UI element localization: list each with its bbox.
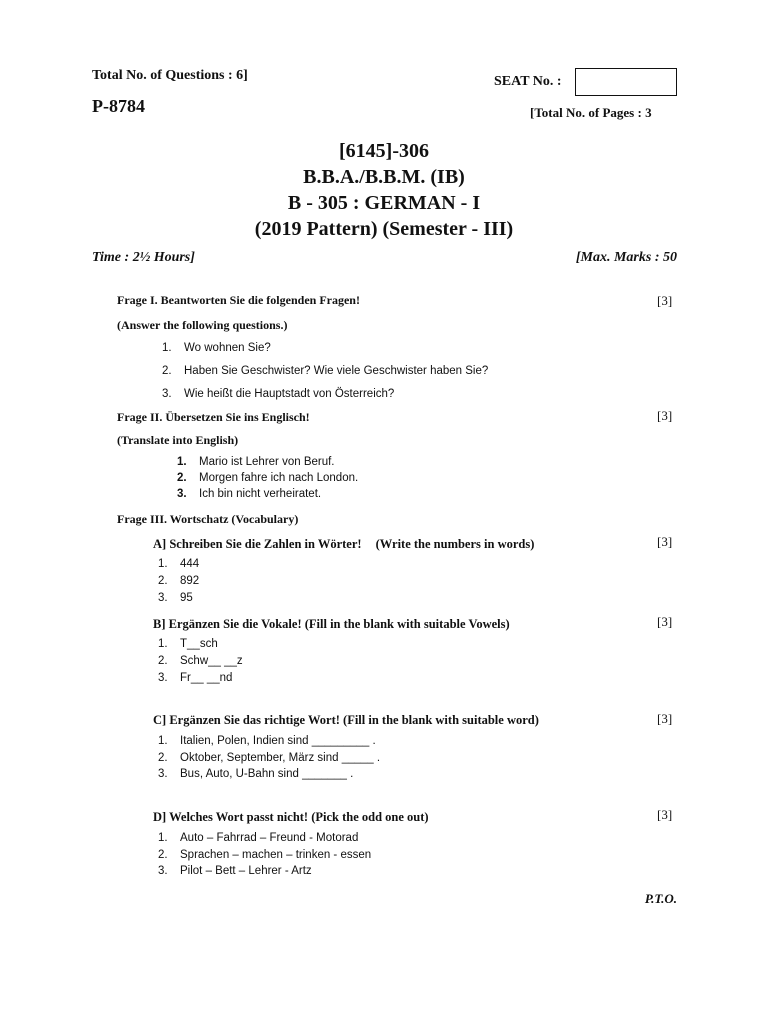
item-text: Oktober, September, März sind _____ .	[180, 752, 381, 764]
item-text: Fr__ __nd	[180, 672, 233, 684]
list-item	[162, 342, 271, 354]
subject-title: B - 305 : GERMAN - I	[287, 192, 481, 214]
item-text: 95	[180, 592, 193, 604]
list-item	[158, 558, 199, 570]
question-1-heading: Frage I. Beantworten Sie die folgenden Fragen!	[117, 293, 360, 307]
part-b-heading: B] Ergänzen Sie die Vokale! (Fill in the blank with suitable Vowels)	[153, 617, 510, 631]
list-item	[158, 865, 312, 877]
item-text: Ich bin nicht verheiratet.	[199, 488, 322, 500]
paper-code: P-8784	[92, 96, 145, 116]
item-number: 2.	[162, 365, 172, 377]
list-item	[162, 365, 488, 377]
item-number: 1.	[158, 558, 168, 570]
question-1-marks: [3]	[657, 293, 673, 308]
item-text: Auto – Fahrrad – Freund - Motorad	[180, 832, 359, 844]
item-text: Wie heißt die Hauptstadt von Österreich?	[184, 388, 395, 400]
list-item	[158, 672, 232, 684]
item-number: 3.	[162, 388, 172, 400]
question-2-marks: [3]	[657, 408, 673, 423]
item-number: 1.	[177, 456, 187, 468]
part-a-german: A] Schreiben Sie die Zahlen in Wörter!	[153, 537, 362, 551]
item-text: Italien, Polen, Indien sind _________ .	[180, 735, 376, 747]
list-item	[158, 592, 193, 604]
item-text: Bus, Auto, U-Bahn sind _______ .	[180, 768, 354, 780]
seat-label: SEAT No. :	[494, 74, 562, 89]
part-c-marks: [3]	[657, 711, 673, 726]
item-text: T__sch	[180, 638, 218, 650]
list-item	[158, 832, 358, 844]
item-number: 2.	[158, 575, 168, 587]
list-item	[158, 638, 218, 650]
item-number: 3.	[158, 768, 168, 780]
list-item	[177, 456, 335, 468]
part-a-marks: [3]	[657, 534, 673, 549]
list-item	[162, 388, 394, 400]
item-number: 2.	[158, 752, 168, 764]
item-text: Wo wohnen Sie?	[184, 342, 271, 354]
list-item	[158, 752, 380, 764]
exam-code: [6145]-306	[339, 140, 429, 162]
item-text: Haben Sie Geschwister? Wie viele Geschwister haben Sie?	[184, 365, 489, 377]
question-1-subheading: (Answer the following questions.)	[117, 318, 288, 332]
item-number: 3.	[177, 488, 187, 500]
item-text: Schw__ __z	[180, 655, 243, 667]
question-2-subheading: (Translate into English)	[117, 433, 239, 447]
item-text: Sprachen – machen – trinken - essen	[180, 849, 372, 861]
course-title: B.B.A./B.B.M. (IB)	[303, 166, 465, 188]
list-item	[158, 575, 199, 587]
item-text: 444	[180, 558, 200, 570]
item-number: 3.	[158, 865, 168, 877]
part-a-heading	[153, 537, 534, 552]
part-b-marks: [3]	[657, 614, 673, 629]
item-number: 1.	[158, 735, 168, 747]
part-d-marks: [3]	[657, 807, 673, 822]
item-number: 1.	[162, 342, 172, 354]
exam-time: Time : 2½ Hours]	[92, 250, 195, 265]
part-a-english: (Write the numbers in words)	[375, 537, 535, 551]
question-2-heading: Frage II. Übersetzen Sie ins Englisch!	[117, 410, 310, 424]
list-item	[177, 472, 358, 484]
part-c-heading: C] Ergänzen Sie das richtige Wort! (Fill in the blank with suitable word)	[153, 713, 539, 727]
max-marks: [Max. Marks : 50	[575, 250, 677, 265]
item-number: 1.	[158, 638, 168, 650]
item-text: Morgen fahre ich nach London.	[199, 472, 359, 484]
item-number: 2.	[177, 472, 187, 484]
item-number: 3.	[158, 592, 168, 604]
list-item	[177, 488, 321, 500]
item-number: 2.	[158, 849, 168, 861]
list-item	[158, 768, 353, 780]
item-number: 2.	[158, 655, 168, 667]
total-pages: [Total No. of Pages : 3	[530, 105, 652, 120]
item-text: 892	[180, 575, 200, 587]
seat-number-box	[575, 68, 677, 96]
part-d-heading: D] Welches Wort passt nicht! (Pick the odd one out)	[153, 810, 429, 824]
item-text: Mario ist Lehrer von Beruf.	[199, 456, 335, 468]
item-text: Pilot – Bett – Lehrer - Artz	[180, 865, 312, 877]
pto-label: P.T.O.	[644, 891, 677, 906]
total-questions: Total No. of Questions : 6]	[92, 68, 248, 83]
item-number: 1.	[158, 832, 168, 844]
list-item	[158, 735, 376, 747]
question-3-heading: Frage III. Wortschatz (Vocabulary)	[117, 512, 299, 526]
list-item	[158, 849, 371, 861]
item-number: 3.	[158, 672, 168, 684]
list-item	[158, 655, 243, 667]
pattern-title: (2019 Pattern) (Semester - III)	[254, 218, 514, 240]
